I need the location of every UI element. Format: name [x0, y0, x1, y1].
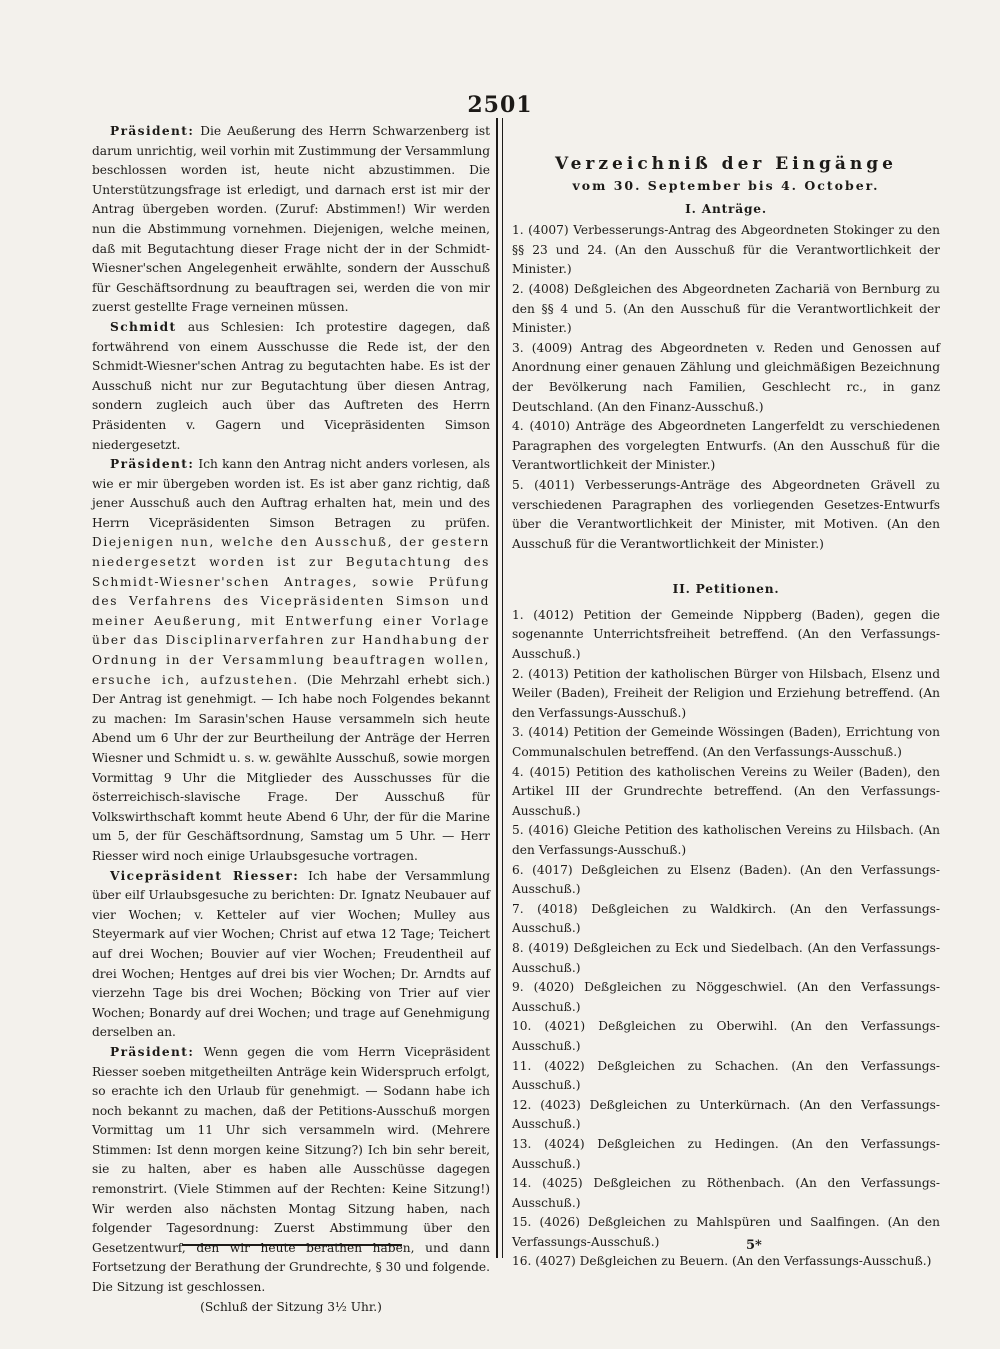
list-item: 11. (4022) Deßgleichen zu Schachen. (An den Verfassungs-Ausschuß.): [512, 1058, 940, 1093]
speaker-name: Präsident:: [110, 457, 195, 472]
list-item: 3. (4009) Antrag des Abgeordneten v. Reden und Genossen auf Anordnung einer genauen Zählung und gleichmäßigen Bezeichnung der Bevölkerung nach Familien, Geschlecht rc., in ganz Deutschland. (An den Finanz-Ausschuß.): [512, 340, 940, 414]
paragraph-2: [92, 318, 490, 455]
list-item: 1. (4012) Petition der Gemeinde Nippberg (Baden), gegen die sogenannte Unterrichtsfreiheit betreffend. (An den Verfassungs-Ausschuß.): [512, 607, 940, 662]
section-heading-petitionen: II. Petitionen.: [672, 582, 780, 597]
left-column: [92, 122, 490, 1317]
speaker-name: Präsident:: [110, 124, 195, 138]
speaker-name: Schmidt: [110, 319, 177, 334]
paragraph-text: aus Schlesien: Ich protestire dagegen, daß fortwährend von einem Ausschusse die Rede ist, der den Schmidt-Wiesner'schen Antrag zu begutachten habe. Es ist der Ausschuß nicht nur zur Begutachtung über diesen Antrag, sondern zugleich auch über das Auftreten des Herrn Präsidenten v. Gagern und Vicepräsidenten Simson niedergesetzt.: [92, 319, 490, 452]
paragraph-text: Ich kann den Antrag nicht anders vorlesen, als wie er mir übergeben worden ist. Es ist aber ganz richtig, daß jener Ausschuß auch den Auftrag erhalten hat, mein und des Herrn Vicepräsidenten Simson Betragen zu prüfen.: [92, 457, 491, 530]
right-column: [512, 122, 940, 1272]
column-divider: [496, 118, 503, 1258]
list-item: 8. (4019) Deßgleichen zu Eck und Siedelbach. (An den Verfassungs-Ausschuß.): [512, 940, 940, 975]
paragraph-text-after: (Die Mehrzahl erhebt sich.) Der Antrag ist genehmigt. — Ich habe noch Folgendes bekannt zu machen: Im Sarasin'schen Hause versammeln sich heute Abend um 6 Uhr der zur Beurtheilung der Anträge der Herren Wiesner und Schmidt u. s. w. gewählte Ausschuß, sowie morgen Vormittag 9 Uhr die Mitglieder des Ausschusses für die österreichisch-slavische Frage. Der Ausschuß für Volkswirthschaft kommt heute Abend 6 Uhr, der für die Marine um 5, der für Geschäftsordnung, Samstag um 5 Uhr. — Herr Riesser wird noch einige Urlaubsgesuche vortragen.: [92, 672, 490, 863]
list-item: 5. (4016) Gleiche Petition des katholischen Vereins zu Hilsbach. (An den Verfassungs-Ausschuß.): [512, 823, 940, 857]
page-number: 2501: [467, 92, 533, 118]
list-item: 15. (4026) Deßgleichen zu Mahlspüren und Saalfingen. (An den Verfassungs-Ausschuß.): [512, 1215, 940, 1249]
list-item: 10. (4021) Deßgleichen zu Oberwihl. (An den Verfassungs-Ausschuß.): [512, 1019, 940, 1053]
speaker-name: Präsident:: [110, 1044, 195, 1059]
speaker-name: Vicepräsident Riesser:: [110, 868, 300, 883]
list-item: 13. (4024) Deßgleichen zu Hedingen. (An den Verfassungs-Ausschuß.): [512, 1136, 940, 1171]
list-item: 14. (4025) Deßgleichen zu Röthenbach. (An den Verfassungs-Ausschuß.): [512, 1176, 940, 1210]
list-item: 7. (4018) Deßgleichen zu Waldkirch. (An den Verfassungs-Ausschuß.): [512, 901, 940, 936]
list-subtitle: vom 30. September bis 4. October.: [572, 178, 880, 193]
list-item: 2. (4008) Deßgleichen des Abgeordneten Zachariä von Bernburg zu den §§ 4 und 5. (An den Ausschuß für die Verantwortlichkeit der Minister.): [512, 281, 940, 336]
paragraph-5: [92, 1043, 490, 1298]
paragraph-text: Die Aeußerung des Herrn Schwarzenberg ist darum unrichtig, weil vorhin mit Zustimmung der Versammlung beschlossen worden ist, heute nicht abzustimmen. Die Unterstützungsfrage ist erledigt, und darnach erst ist mir der Antrag übergeben worden. (Zuruf: Abstimmen!) Wir werden nun die Abstimmung vornehmen. Diejenigen, welche meinen, daß mit Begutachtung dieser Frage nicht der in der Schmidt-Wiesner'schen Angelegenheit erwählte, sondern der Ausschuß für Geschäftsordnung zu beauftragen sei, werden die von mir zuerst gestellte Frage verneinen müssen.: [92, 124, 490, 315]
antraege-list: [512, 221, 940, 554]
section-heading-antraege: I. Anträge.: [685, 201, 767, 216]
petitionen-list: [512, 606, 940, 1272]
list-item: 4. (4015) Petition des katholischen Vereins zu Weiler (Baden), den Artikel III der Grundrechte betreffend. (An den Verfassungs-Ausschuß.): [512, 764, 940, 818]
spaced-text: Diejenigen nun, welche den Ausschuß, der gestern niedergesetzt worden ist zur Begutachtung des Schmidt-Wiesner'schen Antrages, sowie Prüfung des Verfahrens des Vicepräsidenten Simson und meiner Aeußerung, mit Entwerfung einer Vorlage über das Disciplinarverfahren zur Handhabung der Ordnung in der Versammlung beauftragen wollen, ersuche ich, aufzustehen.: [92, 535, 490, 687]
list-item: 9. (4020) Deßgleichen zu Nöggeschwiel. (An den Verfassungs-Ausschuß.): [512, 980, 940, 1014]
paragraph-text: Wenn gegen die vom Herrn Vicepräsident Riesser soeben mitgetheilten Anträge kein Widerspruch erfolgt, so erachte ich den Urlaub für genehmigt. — Sodann habe ich noch bekannt zu machen, daß der Petitions-Ausschuß morgen Vormittag um 11 Uhr sich versammeln wird. (Mehrere Stimmen: Ist denn morgen keine Sitzung?) Ich bin sehr bereit, sie zu halten, aber es haben alle Ausschüsse dagegen remonstrirt. (Viele Stimmen auf der Rechten: Keine Sitzung!) Wir werden also nächsten Montag Sitzung haben, nach folgender Tagesordnung: Zuerst Abstimmung über den Gesetzentwurf, den wir heute berathen haben, und dann Fortsetzung der Berathung der Grundrechte, § 30 und folgende. Die Sitzung ist geschlossen.: [92, 1044, 490, 1295]
signature-mark: 5*: [746, 1238, 762, 1253]
paragraph-1: [92, 122, 490, 318]
paragraph-4: [92, 867, 490, 1043]
list-item: 5. (4011) Verbesserungs-Anträge des Abgeordneten Grävell zu verschiedenen Paragraphen des vorliegenden Gesetzes-Entwurfs über die Verantwortlichkeit der Minister, mit Motiven. (An den Ausschuß für die Verantwortlichkeit der Minister.): [512, 477, 940, 551]
paragraph-3: [92, 455, 490, 866]
list-item: 3. (4014) Petition der Gemeinde Wössingen (Baden), Errichtung von Communalschulen betreffend. (An den Verfassungs-Ausschuß.): [512, 725, 940, 760]
paragraph-text: Ich habe der Versammlung über eilf Urlaubsgesuche zu berichten: Dr. Ignatz Neubauer auf vier Wochen; v. Ketteler auf vier Wochen; Mulley aus Steyermark auf vier Wochen; Christ auf etwa 12 Tage; Teichert auf drei Wochen; Bouvier auf vier Wochen; Freudentheil auf drei Wochen; Hentges auf drei bis vier Wochen; Dr. Arndts auf vierzehn Tage bis drei Wochen; Böcking von Trier auf vier Wochen; Bonardy auf drei Wochen; und trage auf Genehmigung derselben an.: [92, 868, 490, 1040]
list-item: 2. (4013) Petition der katholischen Bürger von Hilsbach, Elsenz und Weiler (Baden), Freiheit der Religion und Erziehung betreffend. (An den Verfassungs-Ausschuß.): [512, 666, 940, 720]
list-item: 6. (4017) Deßgleichen zu Elsenz (Baden). (An den Verfassungs-Ausschuß.): [512, 862, 940, 897]
list-item: 12. (4023) Deßgleichen zu Unterkürnach. (An den Verfassungs-Ausschuß.): [512, 1097, 940, 1132]
list-item: 1. (4007) Verbesserungs-Antrag des Abgeordneten Stokinger zu den §§ 23 und 24. (An den Ausschuß für die Verantwortlichkeit der Minister.): [512, 223, 940, 277]
list-item: 16. (4027) Deßgleichen zu Beuern. (An den Verfassungs-Ausschuß.): [512, 1254, 932, 1269]
end-rule: [182, 1244, 402, 1246]
list-title: Verzeichniß der Eingänge: [554, 154, 897, 174]
session-closing: (Schluß der Sitzung 3½ Uhr.): [200, 1299, 382, 1314]
list-item: 4. (4010) Anträge des Abgeordneten Langerfeldt zu verschiedenen Paragraphen des vorgelegten Entwurfs. (An den Ausschuß für die Verantwortlichkeit der Minister.): [512, 419, 940, 473]
